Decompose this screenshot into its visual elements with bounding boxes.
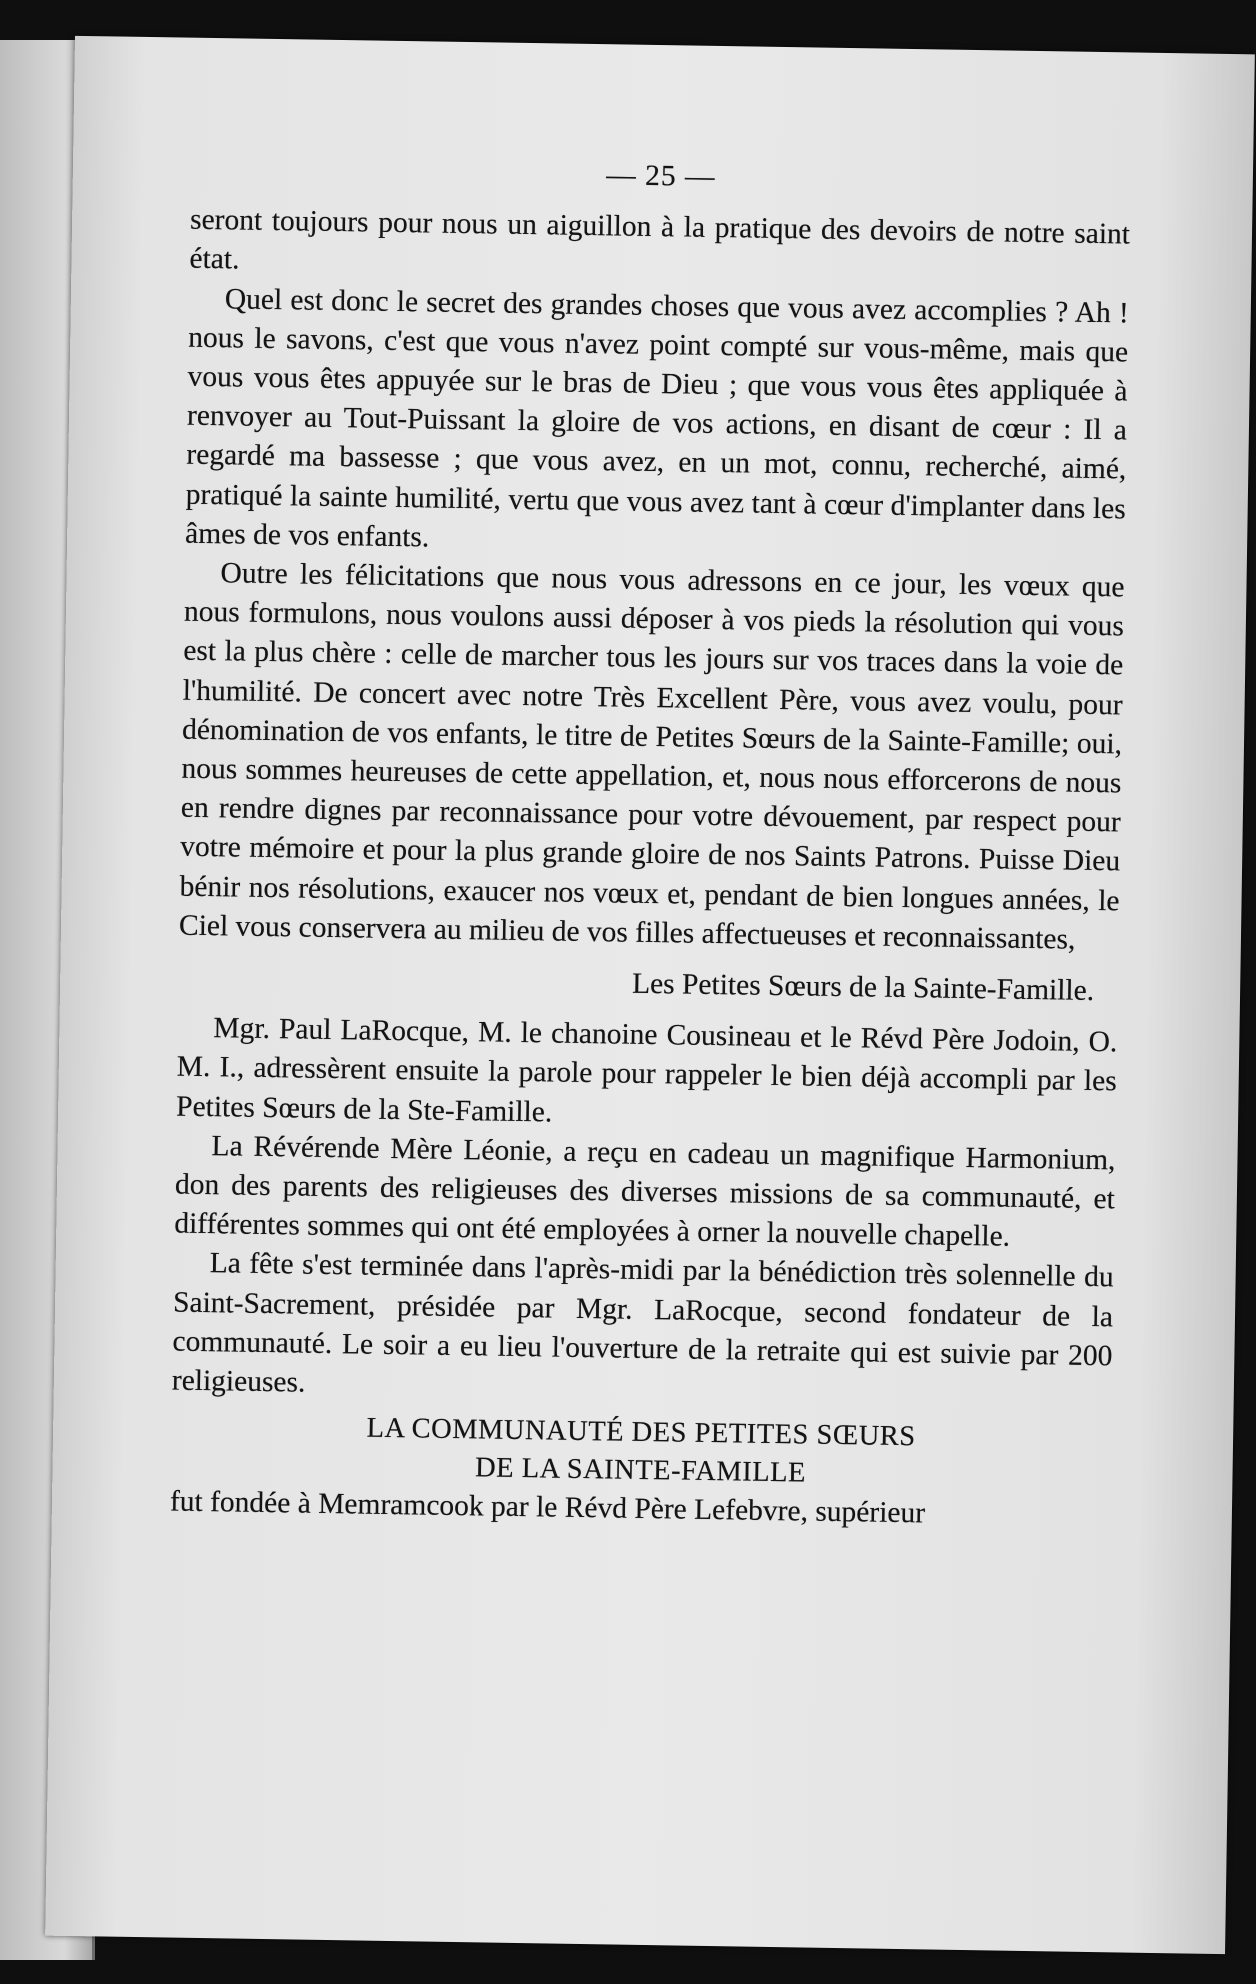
page-number: — 25 — — [605, 159, 716, 193]
closing-line: fut fondée à Memramcook par le Révd Père Lefebvre, supérieur — [169, 1485, 926, 1530]
paragraph-continuation: seront toujours pour nous un aiguillon à la pratique des devoirs de notre saint état. — [189, 203, 1131, 276]
paragraph: Mgr. Paul LaRocque, M. le chanoine Cousineau et le Révd Père Jodoin, O. M. I., adressèrent ensuite la parole pour rappeler le bien déjà accompli par les Petites Sœurs de la Ste-Famille. — [175, 1012, 1118, 1129]
section-heading — [170, 1407, 1111, 1498]
book-page — [45, 36, 1255, 1954]
page-text — [170, 150, 1131, 1537]
section-heading-line-1: LA COMMUNAUTÉ DES PETITES SŒURS — [366, 1412, 916, 1453]
paragraph: La fête s'est terminée dans l'après-midi par la bénédiction très solennelle du Saint-Sacrement, présidée par Mgr. LaRocque, second fondateur de la communauté. Le soir a eu lieu l'ouverture de la retraite qui est suivie par 200 religieuses. — [171, 1247, 1114, 1399]
section-heading-line-2: DE LA SAINTE-FAMILLE — [474, 1452, 807, 1489]
paragraph: La Révérende Mère Léonie, a reçu en cadeau un magnifique Harmonium, don des parents des religieuses des diverses missions de sa communauté, et différentes sommes qui ont été employées à orner la nouvelle chapelle. — [174, 1130, 1116, 1253]
paragraph: Outre les félicitations que nous vous adressons en ce jour, les vœux que nous formulons, nous voulons aussi déposer à vos pieds la résolution qui vous est la plus chère : celle de marcher tous les jours sur vos traces dans la voie de l'humilité. De concert avec notre Très Excellent Père, vous avez voulu, pour dénomination de vos enfants, le titre de Petites Sœurs de la Sainte-Famille; oui, nous sommes heureuses de cette appellation, et, nous nous efforcerons de nous en rendre dignes par reconnaissance pour votre dévouement, par respect pour votre mémoire et pour la plus grande gloire de nos Saints Patrons. Puisse Dieu bénir nos résolutions, exaucer nos vœux et, pendant de bien longues années, le Ciel vous conservera au milieu de vos filles affectueuses et reconnaissantes, — [178, 557, 1125, 956]
paragraph: Quel est donc le secret des grandes choses que vous avez accomplies ? Ah ! nous le savons, c'est que vous n'avez point compté sur vous-même, mais que vous vous êtes appuyée sur le bras de Dieu ; que vous vous êtes appliquée à renvoyer au Tout-Puissant la gloire de vos actions, en disant de cœur : Il a regardé ma bassesse ; que vous avez, en un mot, connu, recherché, aimé, pratiqué la sainte humilité, vertu que vous avez tant à cœur d'implanter dans les âmes de vos enfants. — [184, 282, 1130, 554]
signature: Les Petites Sœurs de la Sainte-Famille. — [631, 967, 1095, 1008]
